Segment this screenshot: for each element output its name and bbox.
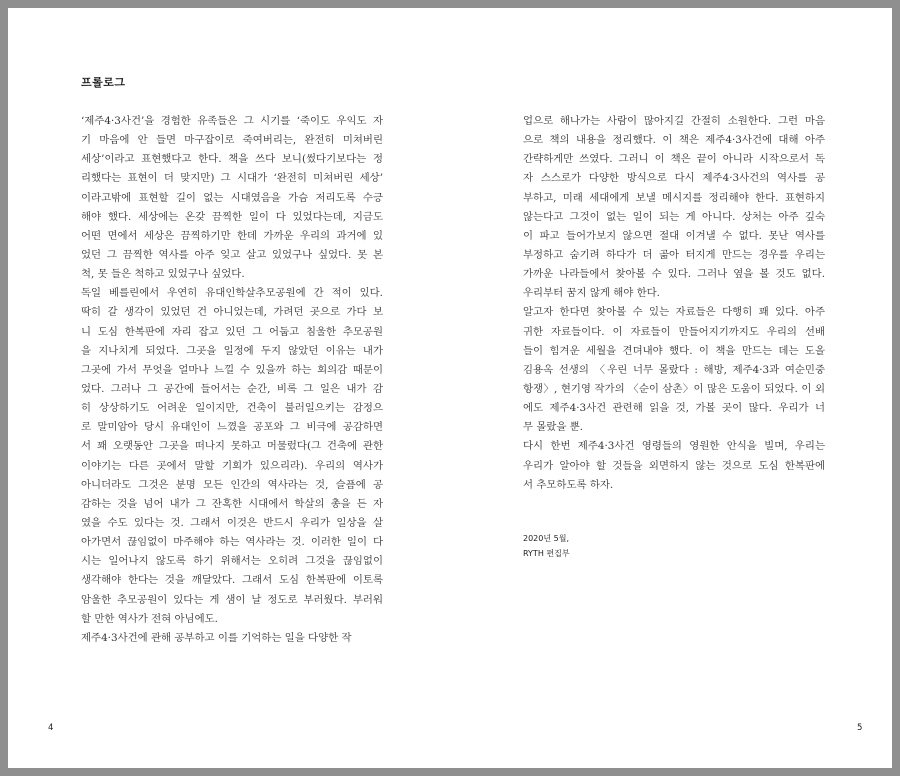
text-line: 기 마음에 안 들면 마구잡이로 죽여버리는, 완전히 미쳐버린 <box>81 134 383 147</box>
right-page <box>450 8 892 768</box>
text-line: 우리부터 꿈지 않게 해야 한다. <box>523 287 660 300</box>
text-line: 었던 그 끔찍한 역사를 아주 잊고 살고 있었구나 싶었다. 못 본 <box>81 248 383 261</box>
text-line: 자 스스로가 다양한 방식으로 다시 제주4·3사건의 역사를 공 <box>523 172 825 185</box>
text-line: 알고자 한다면 찾아볼 수 있는 자료들은 다행히 꽤 있다. 아주 <box>523 306 825 319</box>
text-line: 가까운 나라들에서 찾아볼 수 있다. 그러나 옆을 볼 것도 없다. <box>523 268 825 281</box>
text-line: 서 추모하도록 하자. <box>523 478 614 491</box>
page-number-left: 4 <box>48 723 54 733</box>
text-line: 이야기는 다른 곳에서 말할 기회가 있으리라). 우리의 역사가 <box>81 459 383 472</box>
text-line: 이라고밖에 표현할 길이 없는 시대였음을 가슴 저리도록 수긍 <box>81 191 383 204</box>
text-line: 항쟁〉, 현기영 작가의 〈순이 삼촌〉이 많은 도움이 되었다. 이 외 <box>523 382 825 395</box>
text-line: 않는다고 그것이 없는 일이 되는 게 아니다. 상처는 아주 깊숙 <box>523 210 825 223</box>
text-line: 생각해야 한다는 것을 깨달았다. 그래서 도심 한복판에 이토록 <box>81 574 383 587</box>
text-line: 부하고, 미래 세대에게 보낼 메시지를 정리해야 한다. 표현하지 <box>523 191 825 204</box>
text-line: 제주4·3사건에 관해 공부하고 이를 기억하는 일을 다양한 작 <box>81 631 352 644</box>
text-line: 아니더라도 그것은 분명 모든 인간의 역사라는 것, 슬픔에 공 <box>81 478 383 491</box>
text-line: 해야 했다. 세상에는 온갖 끔찍한 일이 다 있었다는데, 지금도 <box>81 210 383 223</box>
text-line: 부정하고 숨기려 하다가 더 곪아 터지게 만드는 경우를 우리는 <box>523 248 825 261</box>
signoff-date: 2020년 5월, <box>523 534 569 543</box>
text-line: 었다. 그러나 그 공간에 들어서는 순간, 비록 그 일은 내가 감 <box>81 382 383 395</box>
book-spread <box>8 8 892 768</box>
text-line: 아가면서 끊임없이 마주해야 하는 역사라는 것. 이러한 일이 다 <box>81 536 383 549</box>
text-line: 할 만한 역사가 전혀 아님에도. <box>81 612 218 625</box>
text-line: 김용옥 선생의 〈우린 너무 몰랐다 : 해방, 제주4·3과 여순민중 <box>523 363 825 376</box>
signoff-author: RYTH 편집부 <box>523 549 570 558</box>
text-line: 로 말미암아 당시 유대인이 느꼈을 공포와 그 비극에 공감하면 <box>81 421 383 434</box>
text-line: 업으로 해나가는 사람이 많아지길 간절히 소원한다. 그런 마음 <box>523 115 825 127</box>
text-line: 들이 힘겨운 세월을 견뎌내야 했다. 이 책을 만드는 데는 도올 <box>523 344 825 357</box>
text-line: 시는 일어나지 않도록 하기 위해서는 오히려 그것을 끊임없이 <box>81 555 383 568</box>
left-body-text <box>81 112 383 648</box>
page-number-right: 5 <box>857 723 863 733</box>
text-line: 에도 제주4·3사건 관련해 읽을 것, 가볼 곳이 많다. 우리가 너 <box>523 402 825 415</box>
text-line: 귀한 자료들이다. 이 자료들이 만들어지기까지도 우리의 선배 <box>523 325 825 338</box>
text-line: 암울한 추모공원이 있다는 게 샘이 날 정도로 부러웠다. 부러워 <box>81 593 383 606</box>
text-line: 였을 수도 있다는 것. 그래서 이것은 반드시 우리가 일상을 살 <box>81 516 383 529</box>
text-line: 다시 한번 제주4·3사건 영령들의 영원한 안식을 빌며, 우리는 <box>523 440 825 453</box>
text-line: 우리가 알아야 할 것들을 외면하지 않는 것으로 도심 한복판에 <box>523 459 825 472</box>
text-line: 리했다는 표현이 더 맞지만) 그 시대가 ‘완전히 미쳐버린 세상’ <box>81 172 383 185</box>
text-line: 이 파고 들어가보지 않으면 절대 이겨낼 수 없다. 못난 역사를 <box>523 229 825 242</box>
text-line: ‘제주4·3사건’을 경험한 유족들은 그 시기를 ‘죽이도 우익도 자 <box>81 115 383 127</box>
signoff <box>523 531 570 561</box>
text-line: 으로 책의 내용을 정리했다. 이 책은 제주4·3사건에 대해 아주 <box>523 134 825 147</box>
text-line: 세상’이라고 표현했다고 한다. 책을 쓰다 보니(썼다기보다는 정 <box>81 153 383 166</box>
text-line: 척, 못 들은 척하고 있었구나 싶었다. <box>81 268 245 281</box>
text-line: 을 지나치게 되었다. 그곳을 일정에 두지 않았던 이유는 내가 <box>81 344 383 357</box>
text-line: 서 꽤 오랫동안 그곳을 떠나지 못하고 머물렀다(그 건축에 관한 <box>81 440 383 453</box>
text-line: 히 상상하기도 어려운 일이지만, 건축이 불러일으키는 감정으 <box>81 402 383 415</box>
right-body-text <box>523 112 825 495</box>
left-page <box>8 8 450 768</box>
page-heading: 프롤로그 <box>81 76 126 89</box>
text-line: 어떤 면에서 세상은 끔찍하기만 한데 가까운 우리의 과거에 있 <box>81 229 383 242</box>
text-line: 감하는 것을 넘어 내가 그 잔혹한 시대에서 학살의 총을 든 자 <box>81 497 383 510</box>
text-line: 그곳에 가서 무엇을 얼마나 느낄 수 있을까 하는 회의감 때문이 <box>81 363 383 376</box>
text-line: 무 몰랐을 뿐. <box>523 421 584 434</box>
text-line: 간략하게만 쓰였다. 그러니 이 책은 끝이 아니라 시작으로서 독 <box>523 153 825 166</box>
text-line: 니 도심 한복판에 자리 잡고 있던 그 어둡고 침울한 추모공원 <box>81 325 383 338</box>
text-line: 딱히 갈 생각이 있었던 건 아니었는데, 가려던 곳으로 가다 보 <box>81 306 383 319</box>
text-line: 독일 베를린에서 우연히 유대인학살추모공원에 간 적이 있다. <box>81 287 383 300</box>
